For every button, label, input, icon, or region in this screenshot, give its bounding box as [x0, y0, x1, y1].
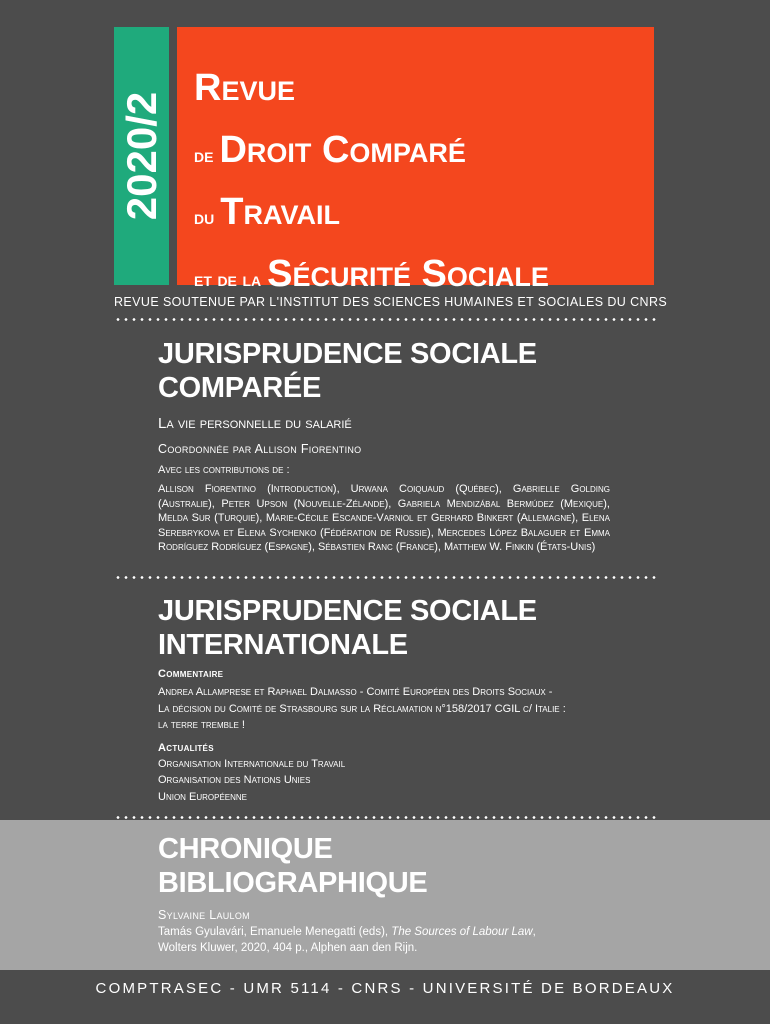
book-publication: Wolters Kluwer, 2020, 404 p., Alphen aan den Rijn.: [158, 942, 418, 954]
actualites-item: Organisation Internationale du Travail: [158, 757, 346, 770]
book-authors: Tamás Gyulavári, Emanuele Menegatti (eds),: [158, 926, 392, 938]
title-travail: Travail: [220, 191, 340, 233]
section-jurisprudence-comparee: [158, 337, 658, 555]
title-connector-de: de: [194, 145, 214, 167]
book-reference: [158, 924, 658, 956]
section-title-line-2: INTERNATIONALE: [158, 629, 408, 661]
dotted-divider: [114, 816, 656, 819]
book-title: The Sources of Labour Law: [391, 926, 533, 938]
section-title: [158, 832, 658, 900]
commentaire-line: La décision du Comité de Strasbourg sur la Réclamation n°158/2017 CGIL c/ Italie :: [158, 702, 566, 715]
chronique-author: Sylvaine Laulom: [158, 908, 250, 922]
section-title-line-2: BIBLIOGRAPHIQUE: [158, 867, 428, 899]
commentaire-line: la terre tremble !: [158, 719, 245, 731]
commentaire-text: [158, 684, 658, 734]
actualites-item: Organisation des Nations Unies: [158, 774, 311, 786]
commentaire-line: Andrea Allamprese et Raphael Dalmasso - Comité Européen des Droits Sociaux -: [158, 686, 553, 698]
section-jurisprudence-internationale: [158, 594, 658, 805]
book-punctuation: ,: [532, 926, 536, 938]
title-securite-sociale: Sécurité Sociale: [267, 253, 549, 295]
title-revue: Revue: [194, 67, 295, 109]
section-title-line-2: COMPARÉE: [158, 372, 322, 404]
title-connector-et-de-la: et de la: [194, 269, 262, 291]
section-title-line-1: JURISPRUDENCE SOCIALE: [158, 595, 537, 627]
issue-band: [114, 27, 169, 285]
contributions-intro: Avec les contributions de :: [158, 464, 290, 476]
journal-title-block: [177, 27, 654, 295]
dotted-divider: [114, 576, 656, 579]
section-title: [158, 594, 658, 662]
section-subtitle: La vie personnelle du salarié: [158, 415, 352, 432]
coordinator: Coordonnée par Allison Fiorentino: [158, 442, 362, 456]
title-connector-du: du: [194, 207, 215, 229]
commentaire-label: Commentaire: [158, 668, 224, 680]
actualites-label: Actualités: [158, 741, 214, 754]
title-line-1: [194, 61, 654, 123]
issue-number: 2020/2: [117, 91, 165, 221]
title-line-3: [194, 185, 654, 247]
publisher-footer: COMPTRASEC - UMR 5114 - CNRS - UNIVERSITÉ DE BORDEAUX: [95, 980, 675, 997]
contributors-list: Allison Fiorentino (Introduction), Urwana Coiquaud (Québec), Gabrielle Golding (Australie), Peter Upson (Nouvelle-Zélande), Gabriela Mendizábal Bermúdez (Mexique), Melda Sur (Turquie), Marie-Cécile Escande-Varniol et Gerhard Binkert (Allemagne), Elena Serebrykova et Elena Sychenko (Fédération de Russie), Mercedes López Balaguer et Emma Rodríguez Rodríguez (Espagne), Sébastien Ranc (France), Matthew W. Finkin (États-Unis): [158, 483, 610, 553]
section-title: [158, 337, 658, 405]
dotted-divider: [114, 318, 656, 321]
support-line: REVUE SOUTENUE PAR L'INSTITUT DES SCIENCES HUMAINES ET SOCIALES DU CNRS: [114, 295, 668, 309]
actualites-item: Union Européenne: [158, 790, 248, 803]
section-chronique-bibliographique: [158, 832, 658, 956]
section-title-line-1: JURISPRUDENCE SOCIALE: [158, 338, 537, 370]
title-droit-compare: Droit Comparé: [219, 129, 466, 171]
title-line-2: [194, 123, 654, 185]
actualites-list: [158, 756, 658, 806]
section-title-line-1: CHRONIQUE: [158, 833, 333, 865]
